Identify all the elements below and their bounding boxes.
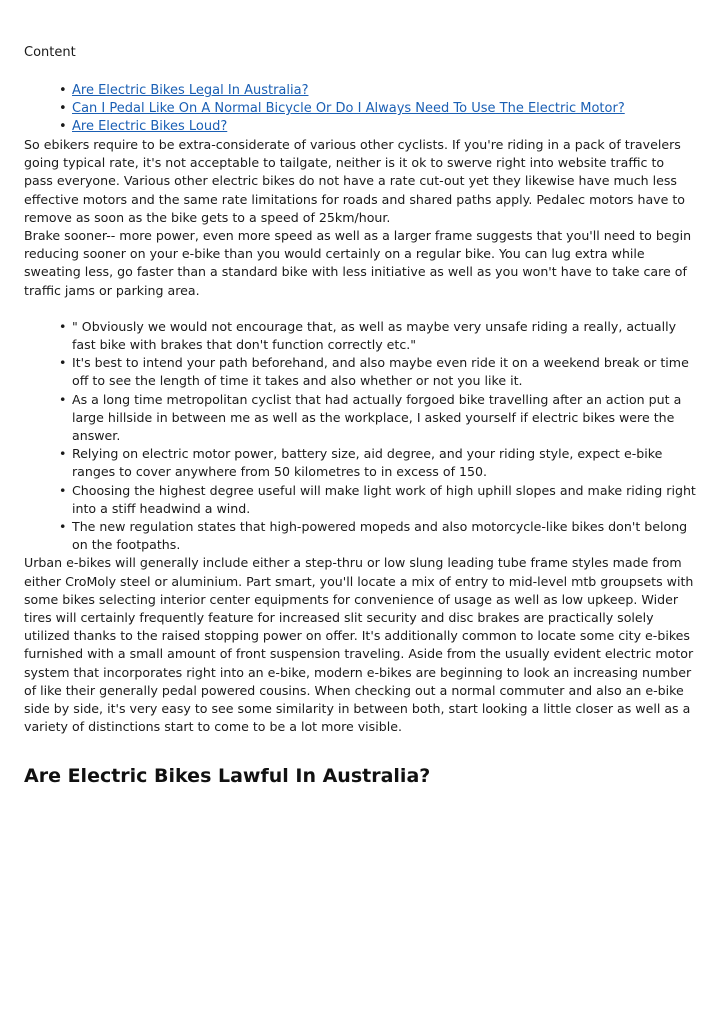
list-item: • " Obviously we would not encourage that, as well as maybe very unsafe riding a really, actually fast bike with brakes that don't function correctly etc." (24, 318, 696, 354)
toc-link-legal[interactable]: Are Electric Bikes Legal In Australia? (72, 83, 309, 98)
bullet-list (24, 318, 696, 555)
list-item: • It's best to intend your path beforehand, and also maybe even ride it on a weekend break or time off to see the length of time it takes and also whether or not you like it. (24, 354, 696, 390)
list-item: • Relying on electric motor power, battery size, aid degree, and your riding style, expect e-bike ranges to cover anywhere from 50 kilometres to in excess of 150. (24, 445, 696, 481)
paragraph-urban-ebikes: Urban e-bikes will generally include either a step-thru or low slung leading tube frame styles made from either CroMoly steel or aluminium. Part smart, you'll locate a mix of entry to mid-level mtb groupsets with some bikes selecting interior center equipments for convenience of usage as well as low upkeep. Wider tires will certainly frequently feature for increased slit security and disc brakes are practically solely utilized thanks to the raised stopping power on offer. It's additionally common to locate some city e-bikes furnished with a small amount of front suspension traveling. Aside from the usually evident electric motor system that incorporates right into an e-bike, modern e-bikes are beginning to look an increasing number of like their generally pedal powered cousins. When checking out a normal commuter and also an e-bike side by side, it's very easy to see some similarity in between both, start looking a little closer as well as a variety of distinctions start to come to be a lot more visible. (24, 555, 694, 735)
paragraph-brake-sooner: Brake sooner-- more power, even more speed as well as a larger frame suggests that you'll need to begin reducing sooner on your e-bike than you would certainly on a regular bike. You can lug extra while sweating less, go faster than a standard bike with less initiative as well as you won't have to take care of traffic jams or parking area. (24, 228, 692, 298)
toc-link-loud[interactable]: Are Electric Bikes Loud? (72, 119, 228, 134)
list-item: • As a long time metropolitan cyclist that had actually forgoed bike travelling after an action put a large hillside in between me as well as the workplace, I asked yourself if electric bikes were the answer. (24, 391, 696, 446)
content-label: Content (24, 45, 76, 60)
toc-link-pedal[interactable]: Can I Pedal Like On A Normal Bicycle Or Do I Always Need To Use The Electric Motor? (72, 101, 625, 116)
section-heading: Are Electric Bikes Lawful In Australia? (24, 764, 431, 787)
list-item: • Choosing the highest degree useful will make light work of high uphill slopes and make riding right into a stiff headwind a wind. (24, 482, 696, 518)
toc-item (24, 100, 696, 118)
list-item: • The new regulation states that high-powered mopeds and also motorcycle-like bikes don't belong on the footpaths. (24, 518, 696, 554)
table-of-contents (24, 82, 696, 136)
toc-item (24, 118, 696, 136)
toc-item (24, 82, 696, 100)
paragraph-ebikers: So ebikers require to be extra-considerate of various other cyclists. If you're riding in a pack of travelers going typical rate, it's not acceptable to tailgate, neither is it ok to swerve right into website traffic to pass everyone. Various other electric bikes do not have a rate cut-out yet they likewise have much less effective motors and the same rate limitations for roads and shared paths apply. Pedalec motors have to remove as soon as the bike gets to a speed of 25km/hour. (24, 137, 686, 225)
